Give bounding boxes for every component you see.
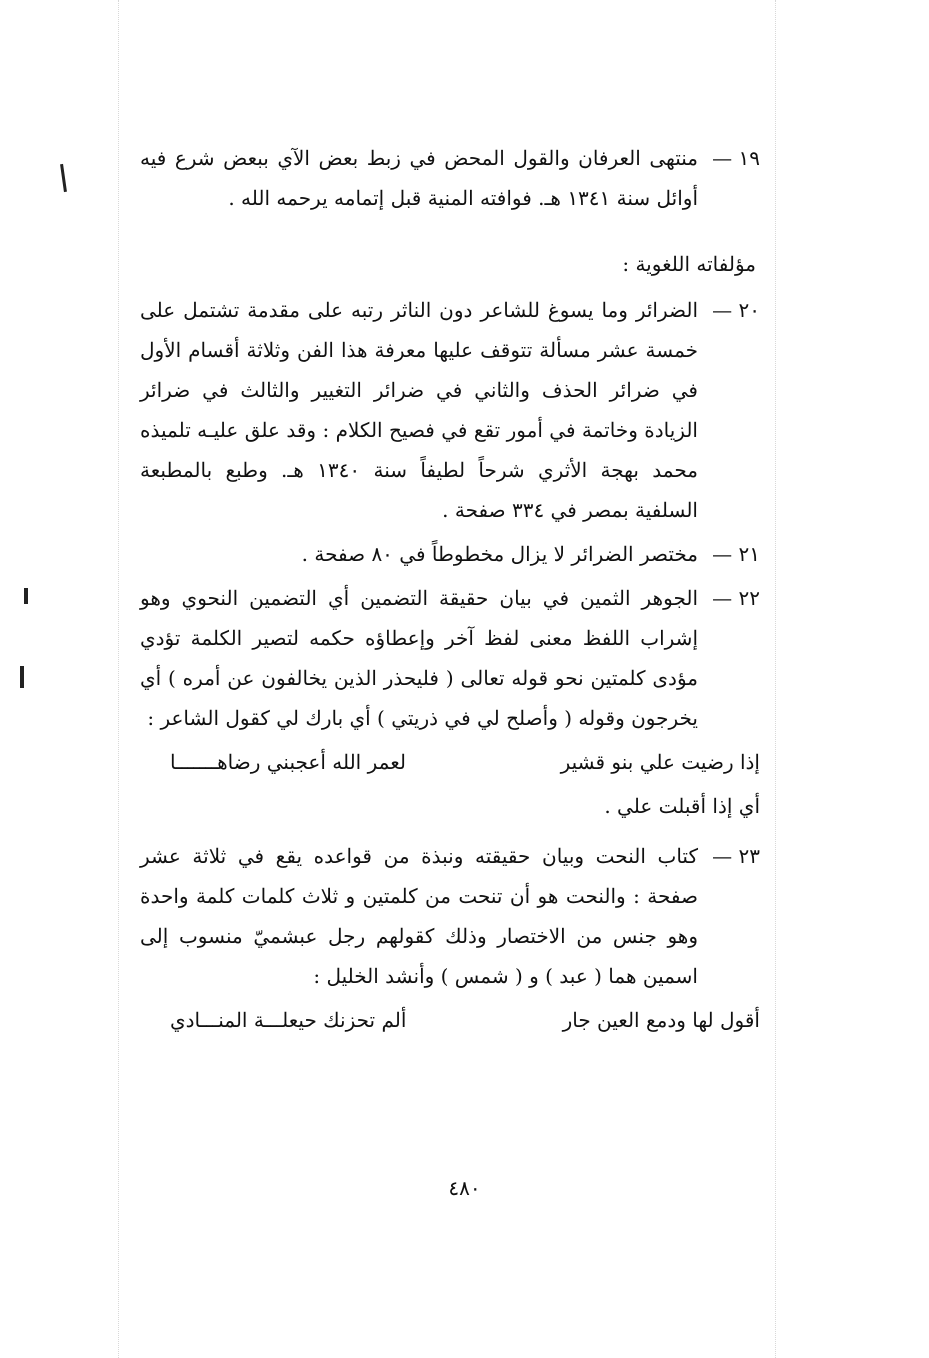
entry-19 (140, 138, 760, 218)
entry-20 (140, 290, 760, 530)
entry-number: ٢٠ — (712, 298, 760, 322)
entry-number: ٢١ — (712, 542, 760, 566)
entry-23 (140, 836, 760, 996)
entry-text: كتاب النحت وبيان حقيقته ونبذة من قواعده يقع في ثلاثة عشر صفحة : والنحت هو أن تنحت من كلمتين و ثلاث كلمات كلمة واحدة وهو جنس من الاختصار وذلك كقولهم رجل عبشميّ منسوب إلى اسمين هما ( عبد ) و ( شمس ) وأنشد الخليل : (140, 844, 698, 988)
entry-text: مختصر الضرائر لا يزال مخطوطاً في ٨٠ صفحة . (301, 542, 698, 566)
verse-second-hemistich: لعمر الله أعجبني رضاهـــــــا (170, 750, 406, 774)
poetry-verse (140, 742, 760, 782)
entry-number: ٢٢ — (712, 586, 760, 610)
poetry-verse (140, 1000, 760, 1040)
margin-mark (20, 666, 24, 688)
section-heading: مؤلفاته اللغوية : (622, 252, 756, 276)
entry-number: ٢٣ — (712, 844, 760, 868)
entry-text: الضرائر وما يسوغ للشاعر دون الناثر رتبه على مقدمة تشتمل على خمسة عشر مسألة تتوقف عليها معرفة هذا الفن وثلاثة أقسام الأول في ضرائر الحذف والثاني في ضرائر التغيير والثالث في ضرائر الزيادة وخاتمة في أمور تقع في فصيح الكلام : وقد علق عليـه تلميذه محمد بهجة الأثري شرحاً لطيفاً سنة ١٣٤٠ هـ. وطبع بالمطبعة السلفية بمصر في ٣٣٤ صفحة . (140, 298, 698, 522)
page-number: ٤٨٠ (448, 1176, 481, 1200)
entry-text: الجوهر الثمين في بيان حقيقة التضمين أي التضمين النحوي وهو إشراب اللفظ معنى لفظ آخر وإعطاؤه حكمه لتصير الكلمة تؤدي مؤدى كلمتين نحو قوله تعالى ( فليحذر الذين يخالفون عن أمره ) أي يخرجون وقوله ( وأصلح لي في ذريتي ) أي بارك لي كقول الشاعر : (140, 586, 698, 730)
verse-explanation: أي إذا أقبلت علي . (604, 794, 760, 818)
scan-line (775, 0, 777, 1358)
verse-first-hemistich: إذا رضيت علي بنو قشير (560, 750, 760, 774)
body-text (140, 138, 760, 1044)
verse-first-hemistich: أقول لها ودمع العين جار (562, 1008, 760, 1032)
scan-line (118, 0, 120, 1358)
margin-mark (24, 588, 28, 604)
entry-text: منتهى العرفان والقول المحض في زبط بعض الآي ببعض شرع فيه أوائل سنة ١٣٤١ هـ. فوافته المنية قبل إتمامه يرحمه الله . (140, 146, 698, 210)
entry-number: ١٩ — (712, 146, 760, 170)
entry-21 (140, 534, 760, 574)
entry-22 (140, 578, 760, 738)
verse-second-hemistich: ألم تحزنك حيعلـــة المنـــادي (170, 1008, 407, 1032)
margin-mark (60, 164, 67, 192)
